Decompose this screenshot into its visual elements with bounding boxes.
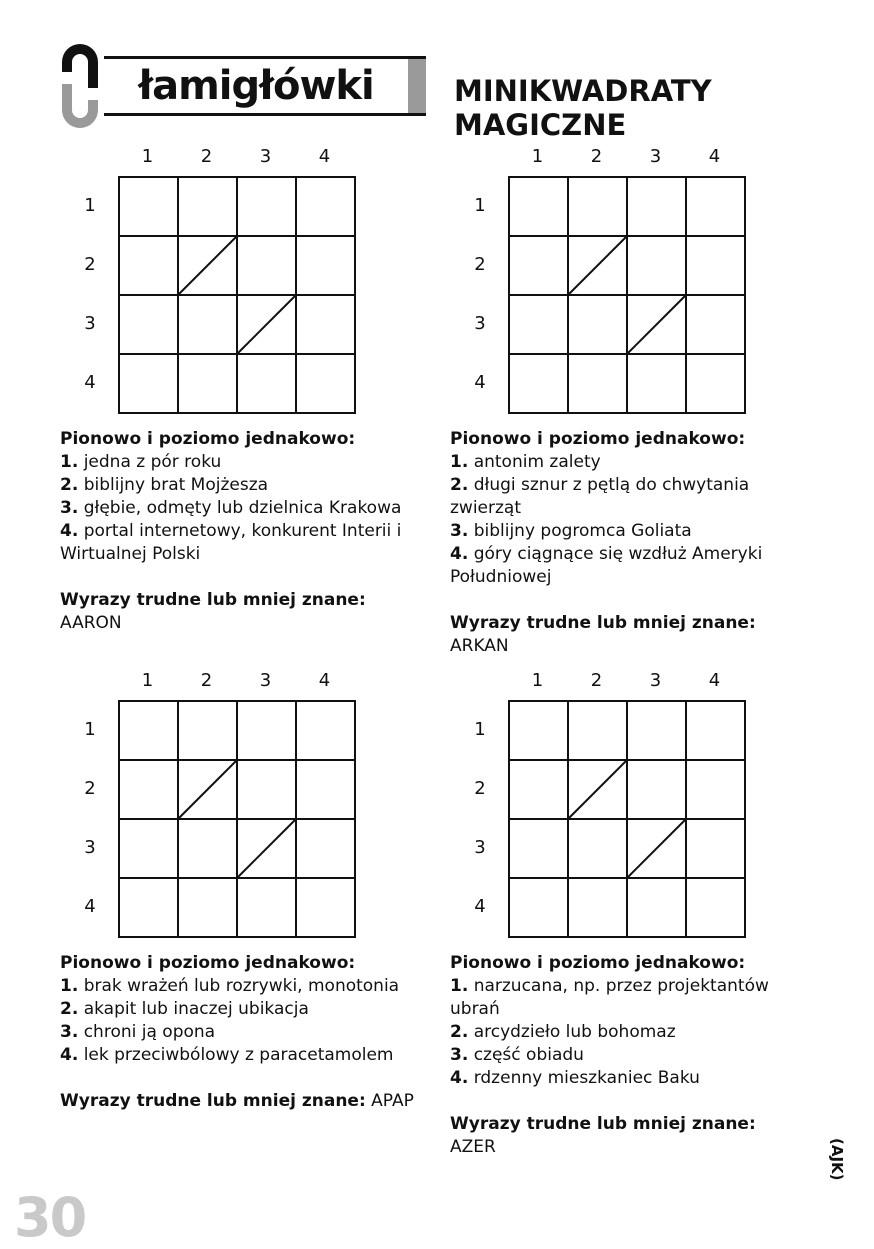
clue-heading: Pionowo i poziomo jednakowo:: [60, 953, 356, 973]
column-number: 2: [200, 670, 213, 691]
row-number: 3: [474, 837, 486, 858]
row-numbers: [70, 700, 110, 936]
column-numbers: [508, 670, 744, 690]
clue-item: 4. portal internetowy, konkurent Interii i Wirtualnej Polski: [60, 521, 402, 564]
clue-heading: Pionowo i poziomo jednakowo:: [450, 429, 746, 449]
clue-item: 2. akapit lub inaczej ubikacja: [60, 999, 309, 1019]
author-credit-text: (AJK): [828, 1138, 846, 1181]
header-title: łamigłówki: [138, 63, 374, 109]
clues: [450, 952, 800, 1159]
row-number: 3: [474, 313, 486, 334]
clue-item: 3. biblijny pogromca Goliata: [450, 521, 692, 541]
puzzle-grid[interactable]: [508, 176, 746, 414]
column-number: 3: [259, 670, 272, 691]
column-number: 1: [531, 670, 544, 691]
puzzle-grid[interactable]: [118, 700, 356, 938]
header-title-box: [104, 56, 426, 116]
clue-item: 1. narzucana, np. przez projektantów ubrań: [450, 976, 769, 1019]
clue-item: 1. antonim zalety: [450, 452, 601, 472]
column-number: 2: [200, 146, 213, 167]
hard-words: Wyrazy trudne lub mniej znane: AZER: [450, 1114, 756, 1157]
clue-item: 1. jedna z pór roku: [60, 452, 222, 472]
column-number: 1: [141, 670, 154, 691]
page-number: 30: [14, 1186, 86, 1249]
clue-item: 4. lek przeciwbólowy z paracetamolem: [60, 1045, 394, 1065]
column-numbers: [118, 146, 354, 166]
row-number: 2: [84, 254, 96, 275]
clue-item: 3. część obiadu: [450, 1045, 584, 1065]
hard-words: Wyrazy trudne lub mniej znane: ARKAN: [450, 613, 756, 656]
row-number: 1: [84, 719, 96, 740]
clue-heading: Pionowo i poziomo jednakowo:: [60, 429, 356, 449]
row-number: 3: [84, 837, 96, 858]
column-number: 3: [649, 670, 662, 691]
puzzle-grid[interactable]: [508, 700, 746, 938]
column-number: 3: [649, 146, 662, 167]
row-number: 2: [474, 254, 486, 275]
row-number: 4: [474, 372, 486, 393]
clue-item: 1. brak wrażeń lub rozrywki, monotonia: [60, 976, 400, 996]
row-number: 1: [474, 719, 486, 740]
row-number: 4: [84, 896, 96, 917]
column-number: 4: [318, 146, 331, 167]
clue-item: 3. chroni ją opona: [60, 1022, 216, 1042]
clue-item: 3. głębie, odmęty lub dzielnica Krakowa: [60, 498, 402, 518]
clue-item: 4. góry ciągnące się wzdłuż Ameryki Południowej: [450, 544, 763, 587]
header-accent-bar: [408, 59, 426, 113]
column-numbers: [508, 146, 744, 166]
clues: [450, 428, 790, 658]
column-number: 4: [708, 670, 721, 691]
column-number: 1: [141, 146, 154, 167]
row-number: 2: [84, 778, 96, 799]
hard-words: Wyrazy trudne lub mniej znane: AARON: [60, 590, 366, 633]
column-number: 1: [531, 146, 544, 167]
row-number: 4: [84, 372, 96, 393]
row-number: 1: [84, 195, 96, 216]
column-number: 3: [259, 146, 272, 167]
row-numbers: [460, 176, 500, 412]
section-title: MINIKWADRATY MAGICZNE: [454, 74, 712, 142]
row-number: 4: [474, 896, 486, 917]
clue-item: 2. długi sznur z pętlą do chwytania zwierząt: [450, 475, 750, 518]
clue-item: 2. arcydzieło lub bohomaz: [450, 1022, 676, 1042]
column-number: 4: [708, 146, 721, 167]
clue-item: 4. rdzenny mieszkaniec Baku: [450, 1068, 700, 1088]
puzzle-grid[interactable]: [118, 176, 356, 414]
column-numbers: [118, 670, 354, 690]
clue-heading: Pionowo i poziomo jednakowo:: [450, 953, 746, 973]
row-numbers: [460, 700, 500, 936]
column-number: 2: [590, 670, 603, 691]
hard-words: Wyrazy trudne lub mniej znane: APAP: [60, 1091, 414, 1111]
clue-item: 2. biblijny brat Mojżesza: [60, 475, 269, 495]
column-number: 2: [590, 146, 603, 167]
clues: [60, 952, 432, 1113]
author-credit: [828, 1138, 848, 1182]
clues: [60, 428, 432, 635]
row-numbers: [70, 176, 110, 412]
row-number: 1: [474, 195, 486, 216]
row-number: 3: [84, 313, 96, 334]
column-number: 4: [318, 670, 331, 691]
chain-link-logo-icon: [58, 40, 102, 132]
row-number: 2: [474, 778, 486, 799]
